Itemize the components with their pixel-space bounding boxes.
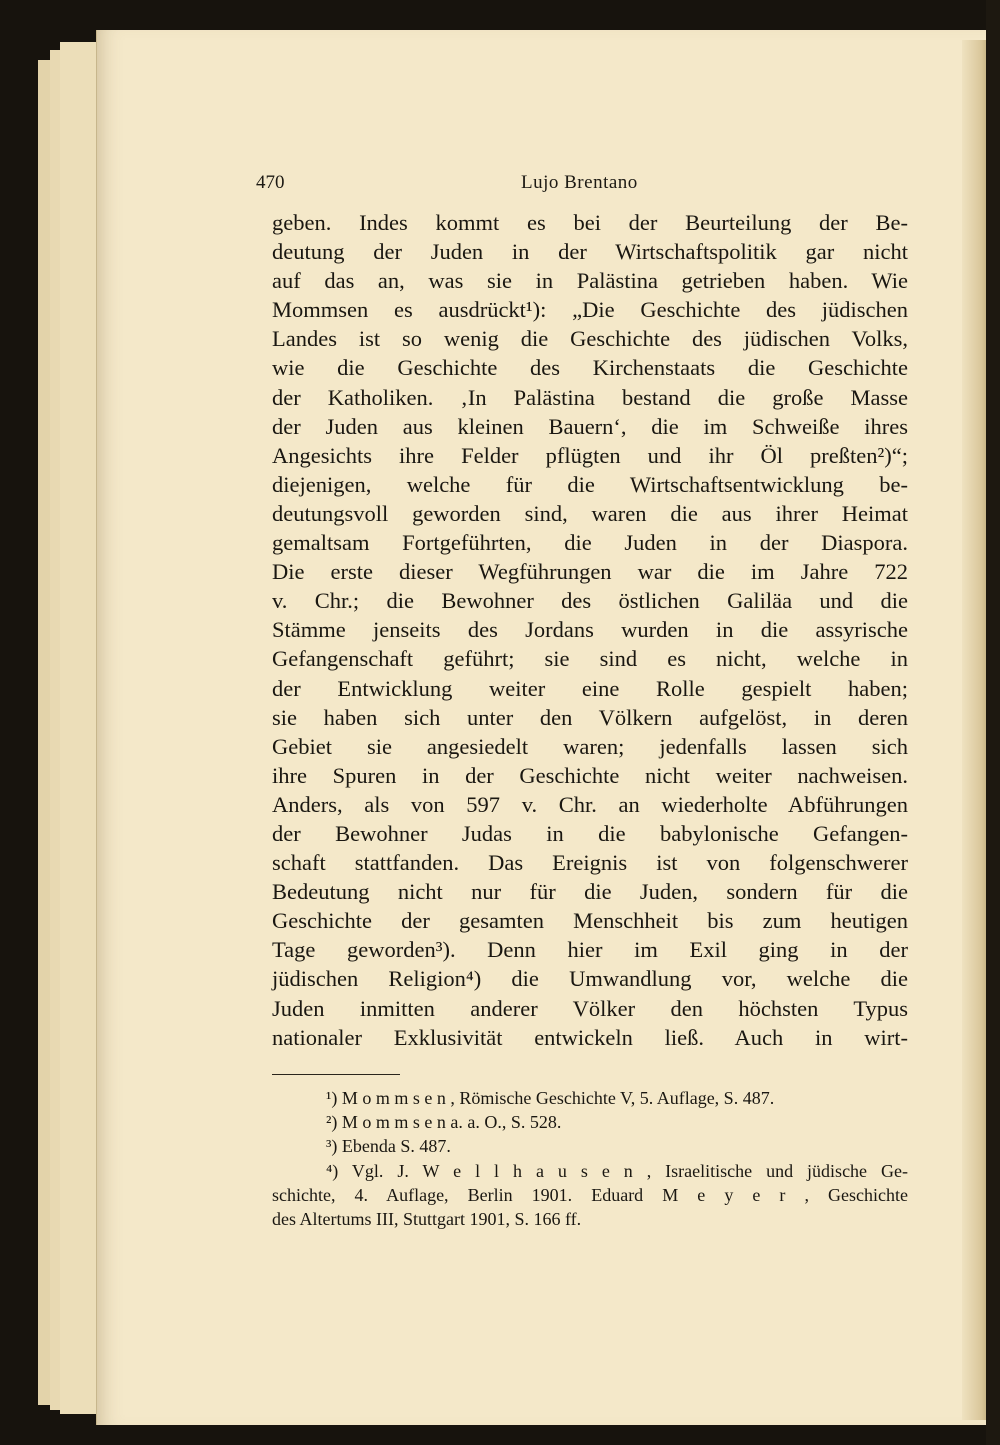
text-line: ihre Spuren in der Geschichte nicht weiter nachweisen.: [272, 762, 908, 788]
footnote-1: ¹) M o m m s e n , Römische Geschichte V, 5. Auflage, S. 487.: [326, 1088, 775, 1108]
body-text: [272, 208, 908, 1052]
text-line: der Bewohner Judas in die babylonische Gefangen-: [272, 820, 908, 846]
text-line: Gefangenschaft geführt; sie sind es nicht, welche in: [272, 646, 908, 672]
footnotes: [272, 1086, 908, 1231]
page-number: 470: [256, 172, 285, 193]
text-line: Juden inmitten anderer Völker den höchsten Typus: [272, 995, 908, 1021]
text-line: Tage geworden³). Denn hier im Exil ging in der: [272, 937, 908, 963]
text-line: deutungsvoll geworden sind, waren die aus ihrer Heimat: [272, 500, 908, 526]
text-line: Gebiet sie angesiedelt waren; jedenfalls lassen sich: [272, 733, 908, 759]
scan-background-edge: [986, 0, 1000, 1445]
text-line: wie die Geschichte des Kirchenstaats die Geschichte: [272, 355, 908, 381]
text-line: nationaler Exklusivität entwickeln ließ. Auch in wirt-: [272, 1024, 908, 1050]
text-line: gemaltsam Fortgeführten, die Juden in der Diaspora.: [272, 530, 908, 556]
text-line: Geschichte der gesamten Menschheit bis zum heutigen: [272, 908, 908, 934]
text-line: Landes ist so wenig die Geschichte des jüdischen Volks,: [272, 326, 908, 352]
footnote-4: ⁴) Vgl. J. W e l l h a u s e n , Israelitische und jüdische Ge-: [326, 1160, 908, 1181]
text-line: der Juden aus kleinen Bauern‘, die im Schweiße ihres: [272, 413, 908, 439]
text-line: Mommsen es ausdrückt¹): „Die Geschichte des jüdischen: [272, 297, 908, 323]
footnote-rule: [272, 1074, 400, 1075]
text-line: diejenigen, welche für die Wirtschaftsentwicklung be-: [272, 471, 908, 497]
text-line: Anders, als von 597 v. Chr. an wiederholte Abführungen: [272, 791, 908, 817]
footnote-2: ²) M o m m s e n a. a. O., S. 528.: [326, 1112, 562, 1133]
text-line: Die erste dieser Wegführungen war die im Jahre 722: [272, 559, 908, 585]
footnote-4-continued: schichte, 4. Auflage, Berlin 1901. Eduard M e y e r , Geschichte: [272, 1184, 908, 1205]
text-line: v. Chr.; die Bewohner des östlichen Galiläa und die: [272, 588, 908, 614]
text-line: sie haben sich unter den Völkern aufgelöst, in deren: [272, 704, 908, 730]
running-head: Lujo Brentano: [521, 172, 638, 193]
text-line: geben. Indes kommt es bei der Beurteilung der Be-: [272, 210, 908, 235]
footnote-4-continued: des Altertums III, Stuttgart 1901, S. 166 ff.: [272, 1208, 582, 1229]
text-line: Angesichts ihre Felder pflügten und ihr Öl preßten²)“;: [272, 442, 908, 468]
text-line: auf das an, was sie in Palästina getrieben haben. Wie: [272, 268, 908, 294]
text-line: der Katholiken. ‚In Palästina bestand die große Masse: [272, 384, 908, 410]
page-header: [0, 168, 1000, 198]
text-line: jüdischen Religion⁴) die Umwandlung vor, welche die: [272, 966, 908, 992]
text-line: der Entwicklung weiter eine Rolle gespielt haben;: [272, 675, 908, 701]
text-line: Bedeutung nicht nur für die Juden, sondern für die: [272, 879, 908, 905]
footnote-3: ³) Ebenda S. 487.: [326, 1136, 451, 1157]
text-line: Stämme jenseits des Jordans wurden in die assyrische: [272, 617, 908, 643]
text-line: schaft stattfanden. Das Ereignis ist von folgenschwerer: [272, 850, 908, 876]
text-line: deutung der Juden in der Wirtschaftspolitik gar nicht: [272, 239, 908, 265]
